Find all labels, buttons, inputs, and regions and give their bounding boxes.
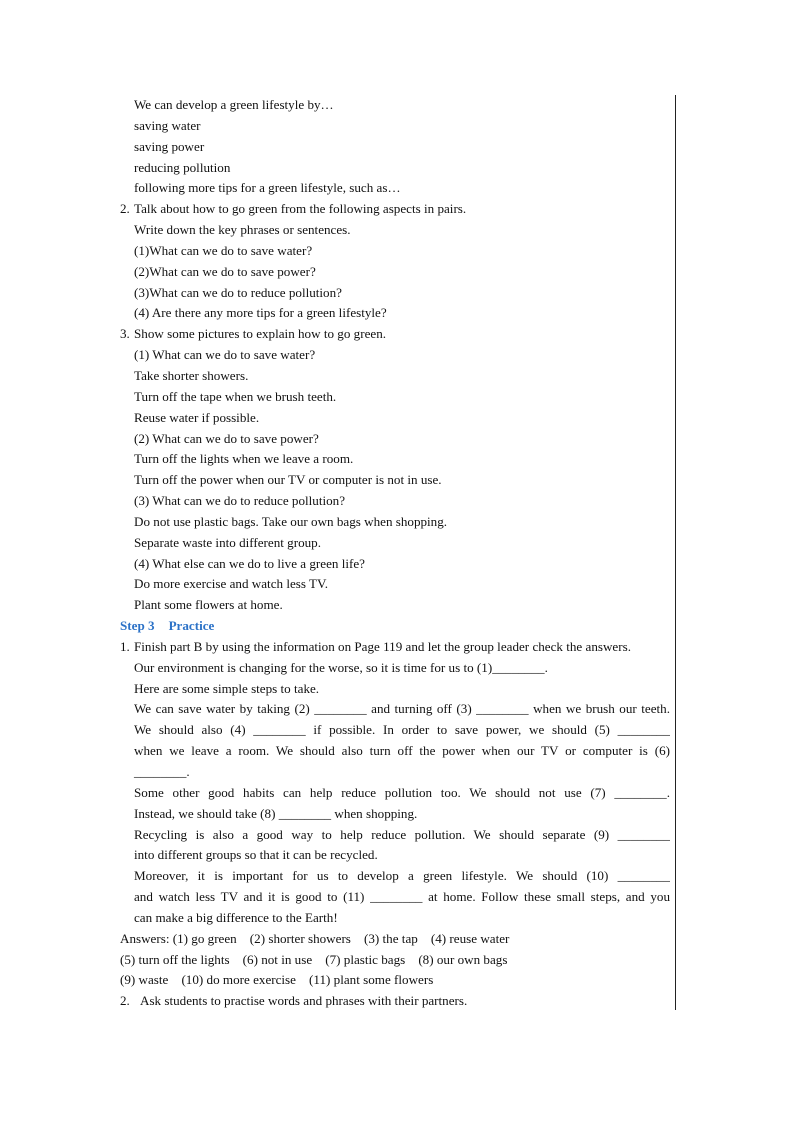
- item-3-sub: (3) What can we do to reduce pollution?: [134, 493, 346, 509]
- intro-item: saving water: [134, 117, 201, 133]
- step-3-heading: [120, 616, 670, 637]
- passage-line: and watch less TV and it is good to (11) ________ at home. Follow these small steps, and you: [134, 889, 670, 905]
- intro-item: reducing pollution: [134, 159, 231, 175]
- passage-line: Instead, we should take (8) ________ when shopping.: [134, 805, 418, 821]
- passage-line: Recycling is also a good way to help reduce pollution. We should separate (9) ________: [134, 826, 670, 842]
- intro-item: saving power: [134, 138, 205, 154]
- answers-line: (5) turn off the lights (6) not in use (7) plastic bags (8) our own bags: [120, 951, 508, 967]
- item-3-sub: Turn off the power when our TV or computer is not in use.: [134, 472, 442, 488]
- item-3-sub: (4) What else can we do to live a green life?: [134, 555, 365, 571]
- item-3-sub: Turn off the tape when we brush teeth.: [134, 388, 337, 404]
- passage-line: can make a big difference to the Earth!: [134, 909, 338, 925]
- practice-item-1: [120, 637, 670, 658]
- item-3-sub: Separate waste into different group.: [134, 534, 322, 550]
- passage-line: Here are some simple steps to take.: [134, 680, 320, 696]
- passage-line: We can save water by taking (2) ________ and turning off (3) ________ when we brush our teeth.: [134, 701, 670, 717]
- passage-line: Moreover, it is important for us to develop a green lifestyle. We should (10) ________: [134, 868, 670, 884]
- item-text: Talk about how to go green from the following aspects in pairs.: [134, 201, 467, 217]
- item-2: [120, 199, 670, 220]
- item-2-sub: Write down the key phrases or sentences.: [134, 222, 351, 238]
- item-3-sub: Reuse water if possible.: [134, 409, 260, 425]
- item-number: 1.: [120, 638, 130, 654]
- item-number: 2.: [120, 993, 130, 1009]
- passage-line: Some other good habits can help reduce pollution too. We should not use (7) ________.: [134, 784, 670, 800]
- answers-line: Answers: (1) go green (2) shorter showers (3) the tap (4) reuse water: [120, 930, 510, 946]
- item-number: 3.: [120, 326, 130, 342]
- step-label: Step 3: [120, 618, 155, 634]
- intro-item: following more tips for a green lifestyle, such as…: [134, 180, 401, 196]
- item-3-sub: (2) What can we do to save power?: [134, 430, 319, 446]
- item-3-sub: Do more exercise and watch less TV.: [134, 576, 329, 592]
- item-text: Show some pictures to explain how to go green.: [134, 326, 387, 342]
- item-3: [120, 324, 670, 345]
- passage-line: Our environment is changing for the worse, so it is time for us to (1)________.: [134, 659, 548, 675]
- item-3-sub: (1) What can we do to save water?: [134, 347, 316, 363]
- item-2-sub: (3)What can we do to reduce pollution?: [134, 284, 342, 300]
- practice-item-2: [120, 991, 670, 1012]
- passage-line: when we leave a room. We should also turn off the power when our TV or computer is (6): [134, 743, 670, 759]
- item-3-sub: Plant some flowers at home.: [134, 597, 283, 613]
- item-3-sub: Take shorter showers.: [134, 367, 249, 383]
- item-number: 2.: [120, 201, 130, 217]
- intro-lead: We can develop a green lifestyle by…: [134, 97, 334, 112]
- item-2-sub: (4) Are there any more tips for a green lifestyle?: [134, 305, 387, 321]
- item-2-sub: (2)What can we do to save power?: [134, 263, 316, 279]
- item-3-sub: Turn off the lights when we leave a room.: [134, 451, 354, 467]
- step-title: Practice: [168, 618, 215, 634]
- table-border-line: [675, 95, 676, 1010]
- item-2-sub: (1)What can we do to save water?: [134, 242, 313, 258]
- lesson-content: [120, 95, 670, 1012]
- passage-line: We should also (4) ________ if possible. In order to save power, we should (5) ________: [134, 722, 670, 738]
- item-text: Finish part B by using the information on Page 119 and let the group leader check the answers.: [134, 638, 631, 654]
- answers-line: (9) waste (10) do more exercise (11) plant some flowers: [120, 972, 434, 988]
- passage-line: into different groups so that it can be recycled.: [134, 847, 378, 863]
- item-text: Ask students to practise words and phrases with their partners.: [140, 993, 468, 1009]
- item-3-sub: Do not use plastic bags. Take our own bags when shopping.: [134, 513, 448, 529]
- passage-line: ________.: [134, 764, 190, 779]
